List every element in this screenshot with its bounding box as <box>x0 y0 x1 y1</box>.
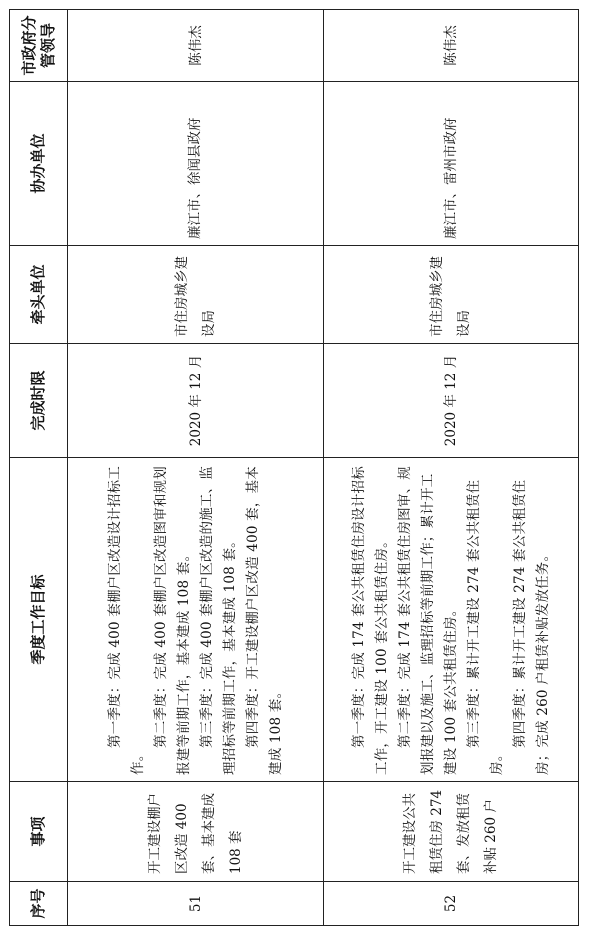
row-deadline: 2020 年 12 月 <box>68 344 324 458</box>
row-leader: 陈伟杰 <box>68 10 324 82</box>
row-lead-unit: 市住房城乡建设局 <box>68 246 324 344</box>
header-seq: 序号 <box>10 882 68 926</box>
header-lead-unit: 牵头单位 <box>10 246 68 344</box>
header-leader-line1: 市政府分 <box>19 15 38 76</box>
table-row <box>68 10 324 926</box>
header-leader <box>10 10 68 82</box>
row-seq: 52 <box>324 882 579 926</box>
goal-q1: 第一季度：完成 400 套棚户区改造设计招标工作。 <box>106 466 146 775</box>
goal-q1: 第一季度：完成 174 套公共租赁住房设计招标工作，开工建设 100 套公共租赁住房。 <box>350 466 390 775</box>
header-row <box>10 10 68 926</box>
goal-q3: 第三季度：累计开工建设 274 套公共租赁住房。 <box>465 479 505 775</box>
header-leader-line2: 管领导 <box>38 23 57 69</box>
goal-q4: 第四季度：开工建设棚户区改造 400 套，基本建成 108 套。 <box>244 466 284 775</box>
row-lead-unit: 市住房城乡建设局 <box>324 246 579 344</box>
goal-q4: 第四季度：累计开工建设 274 套公共租赁住房；完成 260 户租赁补贴发放任务。 <box>511 479 551 775</box>
header-goal: 季度工作目标 <box>10 458 68 782</box>
table-row <box>324 10 579 926</box>
header-assist-unit: 协办单位 <box>10 82 68 246</box>
goal-q3: 第三季度：完成 400 套棚户区改造的施工、监理招标等前期工作，基本建成 108 套。 <box>198 466 238 775</box>
row-seq: 51 <box>68 882 324 926</box>
row-item: 开工建设棚户区改造 400 套、基本建成 108 套 <box>68 782 324 882</box>
row-goals <box>68 458 324 782</box>
row-leader: 陈伟杰 <box>324 10 579 82</box>
row-goals <box>324 458 579 782</box>
task-table <box>9 9 579 926</box>
header-item: 事项 <box>10 782 68 882</box>
row-item: 开工建设公共租赁住房 274 套、发放租赁补贴 260 户 <box>324 782 579 882</box>
row-assist-unit: 廉江市、徐闻县政府 <box>68 82 324 246</box>
goal-q2: 第二季度：完成 174 套公共租赁住房图审、规划报建以及施工、监理招标等前期工作；累计开工建设 100 套公共租赁住房。 <box>396 466 459 775</box>
goal-q2: 第二季度：完成 400 套棚户区改造图审和规划报建等前期工作，基本建成 108 套。 <box>152 466 192 775</box>
header-deadline: 完成时限 <box>10 344 68 458</box>
row-deadline: 2020 年 12 月 <box>324 344 579 458</box>
row-assist-unit: 廉江市、雷州市政府 <box>324 82 579 246</box>
